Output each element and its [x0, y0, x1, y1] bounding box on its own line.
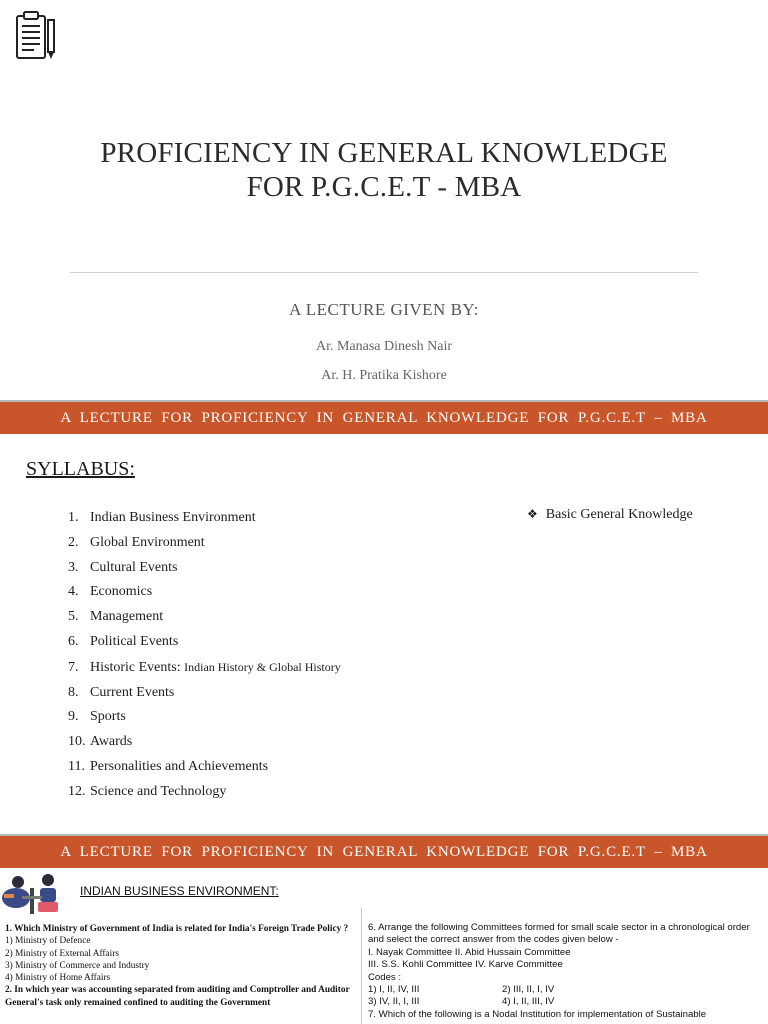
syllabus-heading: SYLLABUS:	[26, 458, 135, 480]
question-1: 1. Which Ministry of Government of India is related for India's Foreign Trade Policy ?	[5, 924, 349, 934]
option: 4) Ministry of Home Affairs	[5, 973, 111, 984]
list-item: 1. Indian Business Environment	[68, 510, 256, 525]
question-6: 6. Arrange the following Committees formed for small scale sector in a chronological order and select the correct answer from the codes given below -	[368, 922, 750, 946]
diamond-bullet-icon: ❖	[527, 507, 538, 521]
slide-banner	[0, 400, 768, 434]
list-item: 4. Economics	[68, 584, 153, 600]
slide-banner-2	[0, 834, 768, 868]
cover-slide	[0, 0, 768, 400]
bullet-item: ❖ Basic General Knowledge	[527, 507, 693, 522]
question-2: 2. In which year was accounting separated from auditing and Comptroller and Auditor General's task only remained confined to auditing the Government	[5, 985, 350, 1008]
list-item: 10. Awards	[68, 734, 133, 750]
list-item: 6. Political Events	[68, 633, 179, 649]
syllabus-list	[68, 506, 341, 805]
divider	[70, 272, 698, 273]
option: 3) Ministry of Commerce and Industry	[5, 960, 150, 971]
option: 1) Ministry of Defence	[5, 936, 91, 947]
codes-row	[368, 996, 764, 1008]
list-item: 11. Personalities and Achievements	[68, 758, 269, 774]
lecture-by-heading: A LECTURE GIVEN BY:	[289, 300, 479, 319]
option: 1) I, II, IV, III	[368, 984, 420, 996]
question-6-line: I. Nayak Committee II. Abid Hussain Committee	[368, 946, 571, 958]
questions-left-column	[5, 923, 350, 1009]
list-item: 5. Management	[68, 609, 164, 625]
questions-slide	[0, 868, 768, 1024]
questions-right-column	[368, 922, 764, 1021]
list-item: 2. Global Environment	[68, 534, 205, 550]
question-7: 7. Which of the following is a Nodal Institution for implementation of Sustainable	[368, 1008, 707, 1020]
list-item: 3. Cultural Events	[68, 559, 178, 575]
list-item: 12. Science and Technology	[68, 783, 227, 799]
banner-text: A LECTURE FOR PROFICIENCY IN GENERAL KNOWLEDGE FOR P.G.C.E.T – MBA	[60, 410, 708, 426]
option: 2) Ministry of External Affairs	[5, 948, 119, 959]
author-2: Ar. H. Pratika Kishore	[321, 368, 447, 383]
title-line-1: PROFICIENCY IN GENERAL KNOWLEDGE	[100, 137, 668, 169]
notepad-pencil-icon	[14, 10, 58, 62]
list-item: 8. Current Events	[68, 684, 175, 700]
section-title: INDIAN BUSINESS ENVIRONMENT:	[80, 884, 279, 898]
people-illustration-icon	[0, 868, 66, 916]
list-item: 9. Sports	[68, 709, 126, 725]
cover-title	[0, 136, 768, 204]
title-line-2: FOR P.G.C.E.T - MBA	[246, 171, 522, 203]
list-item: 7. Historic Events: Indian History & Global History	[68, 659, 341, 675]
option: 2) III, II, I, IV	[502, 984, 555, 996]
codes-row	[368, 984, 764, 996]
banner-text: A LECTURE FOR PROFICIENCY IN GENERAL KNOWLEDGE FOR P.G.C.E.T – MBA	[60, 844, 708, 860]
column-divider	[361, 908, 362, 1024]
list-item-sub: Indian History & Global History	[184, 659, 341, 674]
author-1: Ar. Manasa Dinesh Nair	[315, 339, 453, 354]
option: 4) I, II, III, IV	[502, 996, 555, 1008]
option: 3) IV, II, I, III	[368, 996, 420, 1008]
codes-label: Codes :	[368, 971, 402, 983]
question-6-line: III. S.S. Kohli Committee IV. Karve Committee	[368, 959, 563, 971]
